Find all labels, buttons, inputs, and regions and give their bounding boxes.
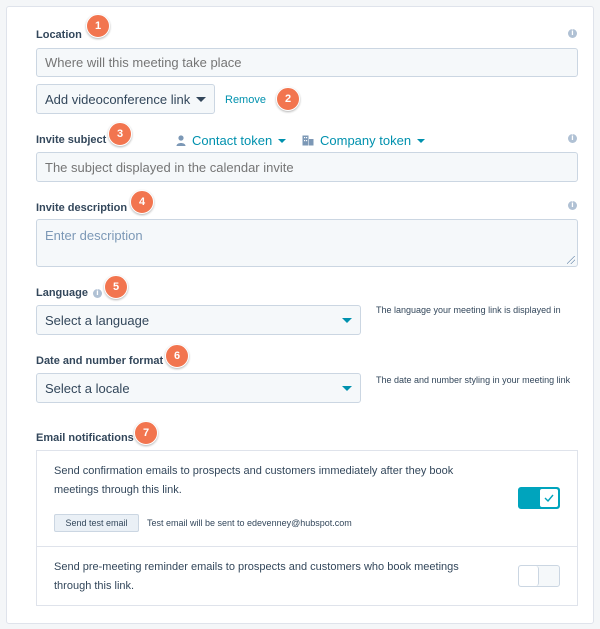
company-token-label: Company token (320, 133, 412, 148)
callout-badge-4: 4 (130, 190, 154, 214)
email-notifications-label: Email notifications (36, 432, 134, 444)
language-label-group (36, 287, 102, 299)
invite-subject-label: Invite subject (36, 134, 107, 146)
contact-token-label: Contact token (192, 133, 273, 148)
confirmation-email-text: Send confirmation emails to prospects and customers immediately after they book meetings through this link. (54, 465, 454, 496)
language-help-text: The language your meeting link is displayed in (376, 305, 561, 315)
invite-description-placeholder: Enter description (45, 228, 143, 243)
contact-person-icon (176, 135, 186, 146)
invite-description-info-icon[interactable]: i (568, 201, 577, 210)
date-format-label: Date and number format (36, 355, 164, 367)
language-select[interactable] (36, 305, 361, 335)
company-building-icon (302, 135, 314, 146)
add-videoconference-label: Add videoconference link (45, 91, 191, 107)
toggle-knob (539, 488, 559, 508)
reminder-email-text: Send pre-meeting reminder emails to prospects and customers who book meetings through this link. (54, 561, 459, 592)
resize-handle-icon[interactable] (567, 256, 575, 264)
chevron-down-icon (342, 386, 352, 391)
test-email-note: Test email will be sent to edevenney@hubspot.com (147, 518, 352, 528)
location-label: Location (36, 29, 82, 41)
invite-description-textarea[interactable] (36, 219, 578, 267)
language-select-value: Select a language (45, 312, 150, 328)
callout-badge-3: 3 (108, 122, 132, 146)
chevron-down-icon (342, 318, 352, 323)
toggle-track-fill (519, 488, 539, 508)
callout-badge-1: 1 (86, 14, 110, 38)
language-label: Language (36, 287, 88, 299)
locale-select[interactable] (36, 373, 361, 403)
toggle-knob (519, 566, 539, 586)
location-input[interactable] (36, 48, 578, 77)
company-token-dropdown[interactable] (302, 133, 425, 148)
chevron-down-icon (278, 139, 286, 143)
checkmark-icon (544, 494, 554, 502)
confirmation-email-toggle[interactable] (518, 487, 560, 509)
chevron-down-icon (196, 97, 206, 102)
callout-badge-5: 5 (104, 275, 128, 299)
location-info-icon[interactable]: i (568, 29, 577, 38)
contact-token-dropdown[interactable] (176, 133, 286, 148)
chevron-down-icon (417, 139, 425, 143)
invite-subject-input[interactable] (36, 152, 578, 182)
callout-badge-7: 7 (134, 421, 158, 445)
callout-badge-6: 6 (165, 344, 189, 368)
remove-videoconference-link[interactable]: Remove (225, 94, 266, 106)
add-videoconference-dropdown[interactable] (36, 84, 215, 114)
send-test-email-button[interactable]: Send test email (54, 514, 139, 532)
reminder-email-toggle[interactable] (518, 565, 560, 587)
date-format-help-text: The date and number styling in your meeting link (376, 375, 571, 385)
callout-badge-2: 2 (276, 87, 300, 111)
invite-description-label: Invite description (36, 202, 128, 214)
locale-select-value: Select a locale (45, 380, 130, 396)
language-info-icon[interactable]: i (93, 289, 102, 298)
invite-subject-info-icon[interactable]: i (568, 134, 577, 143)
